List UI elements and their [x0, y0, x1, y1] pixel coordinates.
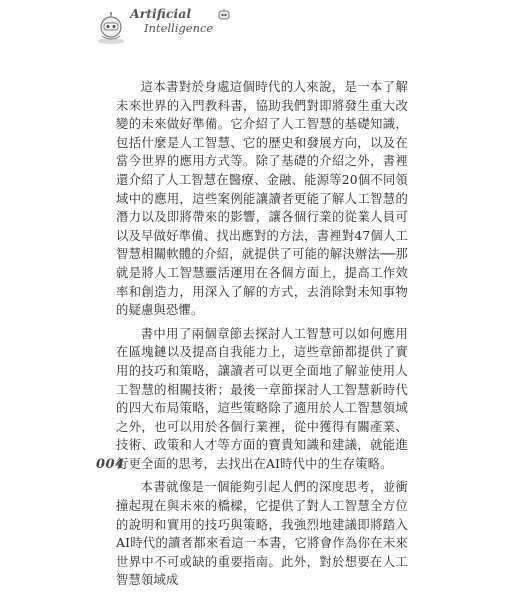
paragraph-3: 本書就像是一個能夠引起人們的深度思考，並衝撞起現在與未來的橋樑，它提供了對人工智慧全方位的說明和實用的技巧與策略，我強烈地建議即將踏入AI時代的讀者都來看這一本書，它將會作為你在未來世界中不可或缺的重要指南。此外，對於想要在人工智慧領域成 [116, 480, 408, 588]
page-number: 004 [96, 457, 125, 472]
small-robot-icon [216, 8, 232, 22]
robot-mascot-icon [94, 12, 128, 46]
body-text [116, 78, 408, 595]
brand-line-1: Artificial [130, 6, 192, 21]
brand-line-2: Intelligence [144, 21, 214, 35]
paragraph-2: 書中用了兩個章節去探討人工智慧可以如何應用在區塊鏈以及提高自我能力上，這些章節都提供了實用的技巧和策略，讓讀者可以更全面地了解並使用人工智慧的相關技術；最後一章節探討人工智慧新時代的四大布局策略，這些策略除了適用於人工智慧領域之外，也可以用於各個行業裡，從中獲得有關產業、技術、政策和人才等方面的寶貴知識和建議，就能進行更全面的思考，去找出在AI時代中的生存策略。 [116, 326, 408, 471]
page-header [94, 4, 244, 54]
brand-title [130, 6, 213, 36]
paragraph-1: 這本書對於身處這個時代的人來說，是一本了解未來世界的入門教科書，協助我們對即將發生重大改變的未來做好準備。它介紹了人工智慧的基礎知識，包括什麼是人工智慧、它的歷史和發展方向，以及在當今世界的應用方式等。除了基礎的介紹之外，書裡還介紹了人工智慧在醫療、金融、能源等20個不同領域中的應用，這些案例能讓讀者更能了解人工智慧的潛力以及即將帶來的影響，讓各個行業的從業人員可以及早做好準備、找出應對的方法，書裡對47個人工智慧相關軟體的介紹，就提供了可能的解決辦法──那就是將人工智慧靈活運用在各個方面上，提高工作效率和創造力，用深入了解的方式，去消除對未知事物的疑慮與恐懼。 [116, 80, 408, 318]
